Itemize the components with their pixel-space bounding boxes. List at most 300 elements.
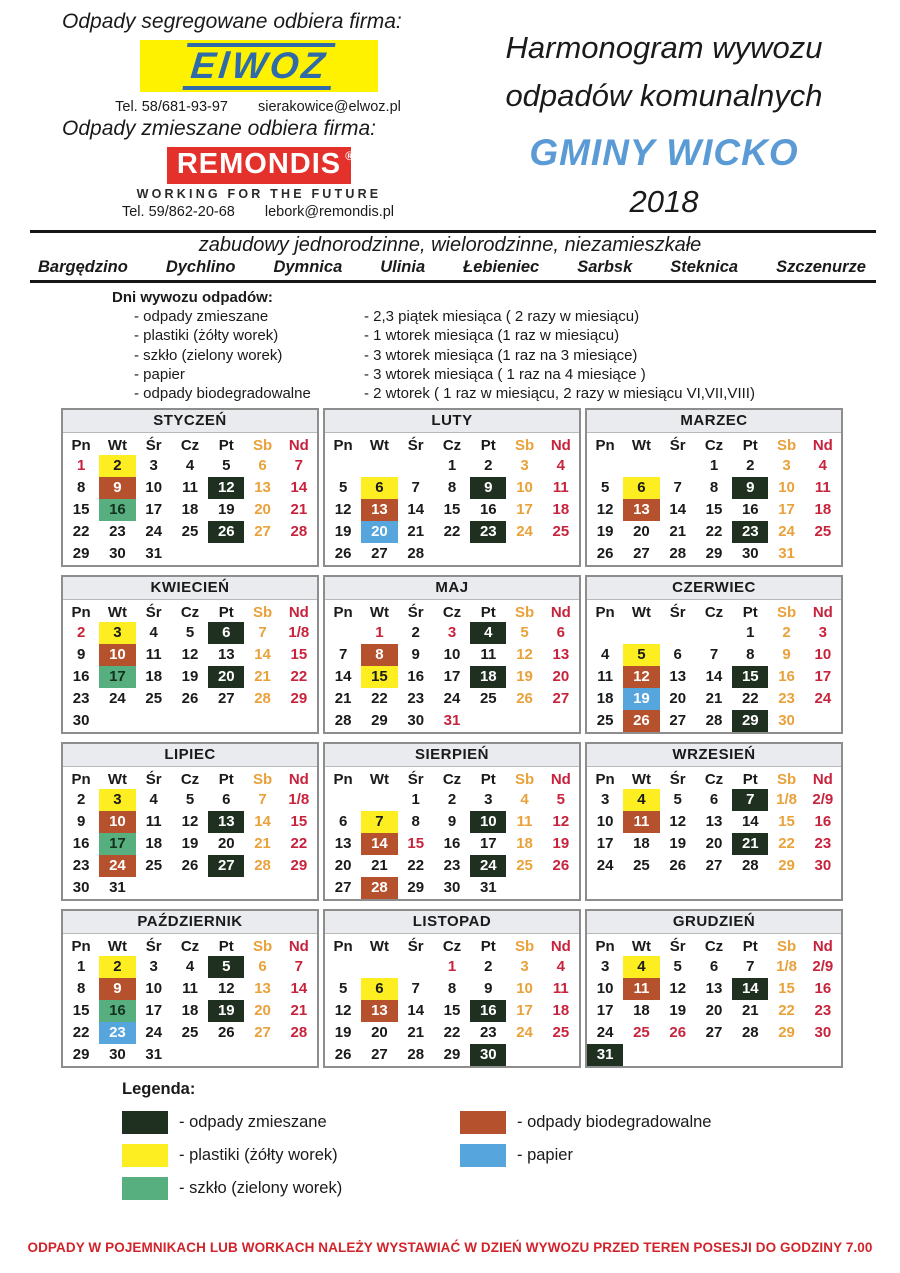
day-cell xyxy=(361,789,397,811)
day-cell: 2 xyxy=(76,624,86,642)
day-cell-pickup-mixed: 6 xyxy=(208,622,244,644)
day-cell xyxy=(281,1044,317,1066)
day-cell: 30 xyxy=(741,545,759,563)
day-cell: 23 xyxy=(109,523,126,541)
day-cell: 17 xyxy=(479,835,497,853)
day-cell xyxy=(470,543,506,565)
day-cell-pickup-biodegradable: 13 xyxy=(361,1000,397,1022)
day-cell xyxy=(768,1044,804,1066)
day-cell: 23 xyxy=(72,857,90,875)
day-cell: 2/9 xyxy=(812,791,834,809)
legend-item xyxy=(122,1177,460,1200)
week-row xyxy=(325,710,579,732)
day-cell xyxy=(587,622,623,644)
day-cell: 11 xyxy=(552,479,569,497)
day-cell: 17 xyxy=(145,1002,163,1020)
day-cell: 29 xyxy=(72,545,90,563)
remondis-tagline: WORKING FOR THE FUTURE xyxy=(136,187,382,201)
day-cell xyxy=(623,1044,659,1066)
day-cell: 30 xyxy=(814,857,832,875)
day-cell: 13 xyxy=(705,813,723,831)
weekday-label: Pn xyxy=(71,938,91,956)
weekday-label: Sb xyxy=(252,771,273,789)
weekday-label: Śr xyxy=(145,604,162,622)
day-cell-pickup-mixed: 15 xyxy=(732,666,768,688)
day-cell: 27 xyxy=(633,545,650,563)
weekday-label: Nd xyxy=(812,771,833,789)
legend-label: - papier xyxy=(517,1146,573,1165)
day-cell-pickup-biodegradable: 14 xyxy=(361,833,397,855)
remondis-contact xyxy=(62,201,454,222)
day-cell xyxy=(325,622,361,644)
day-cell: 2 xyxy=(746,457,755,475)
day-cell xyxy=(660,622,696,644)
day-cell: 27 xyxy=(371,1046,388,1064)
weekday-label: Nd xyxy=(812,938,833,956)
weekday-label: Nd xyxy=(288,771,309,789)
day-cell xyxy=(136,877,172,899)
day-cell-pickup-plastic: 7 xyxy=(361,811,397,833)
day-cell xyxy=(172,1044,208,1066)
waste-type-label: - szkło (zielony worek) xyxy=(134,346,283,364)
day-cell: 1/8 xyxy=(288,791,310,809)
week-row xyxy=(587,499,841,521)
day-cell: 31 xyxy=(778,545,795,563)
week-row xyxy=(325,811,579,833)
day-cell: 16 xyxy=(814,813,832,831)
day-cell: 5 xyxy=(556,791,566,809)
day-cell: 26 xyxy=(334,1046,352,1064)
legend-swatch-mixed xyxy=(122,1111,168,1134)
day-cell: 1/8 xyxy=(776,958,797,976)
day-cell: 7 xyxy=(258,791,267,809)
weekday-label: Cz xyxy=(442,938,462,956)
day-cell: 11 xyxy=(182,479,198,497)
legend-item xyxy=(460,1111,798,1134)
day-cell-pickup-biodegradable: 12 xyxy=(623,666,659,688)
day-cell: 19 xyxy=(669,1002,687,1020)
day-cell: 28 xyxy=(407,1046,425,1064)
day-cell: 10 xyxy=(516,479,533,497)
day-cell-pickup-mixed: 31 xyxy=(587,1044,623,1066)
day-cell: 14 xyxy=(705,668,723,686)
weekday-label: Pt xyxy=(742,604,758,622)
month-title: WRZESIEŃ xyxy=(587,744,841,767)
weekday-label: Wt xyxy=(107,938,127,956)
month-calendar xyxy=(585,575,843,734)
document-title-line2: odpadów komunalnych xyxy=(505,78,823,114)
day-cell: 7 xyxy=(294,958,304,976)
day-cell: 27 xyxy=(669,712,687,730)
week-row xyxy=(63,877,317,899)
day-cell xyxy=(805,877,841,899)
day-cell: 7 xyxy=(411,980,420,998)
day-cell: 10 xyxy=(443,646,461,664)
day-cell: 2 xyxy=(447,791,457,809)
day-cell-pickup-biodegradable: 24 xyxy=(99,855,135,877)
weekday-label: Pn xyxy=(595,938,615,956)
day-cell-pickup-mixed: 29 xyxy=(732,710,768,732)
day-cell: 10 xyxy=(814,646,832,664)
day-cell xyxy=(623,877,659,899)
day-cell xyxy=(99,710,135,732)
month-calendar xyxy=(61,575,319,734)
day-cell: 12 xyxy=(334,501,352,519)
day-cell: 16 xyxy=(72,835,90,853)
waste-frequency-label: - 3 wtorek miesiąca ( 1 raz na 4 miesiące ) xyxy=(364,365,646,383)
week-row xyxy=(325,1000,579,1022)
day-cell: 30 xyxy=(109,1046,126,1064)
legend-item xyxy=(122,1144,460,1167)
month-title: PAŹDZIERNIK xyxy=(63,911,317,934)
month-calendar xyxy=(323,742,581,901)
day-cell xyxy=(244,877,280,899)
day-cell: 3 xyxy=(818,624,828,642)
weekday-header-row xyxy=(325,934,579,956)
day-cell: 7 xyxy=(338,646,348,664)
legend-item xyxy=(122,1111,460,1134)
weekday-label: Cz xyxy=(442,771,462,789)
weekday-label: Pt xyxy=(742,938,758,956)
day-cell: 15 xyxy=(705,501,723,519)
day-cell: 4 xyxy=(556,958,566,976)
day-cell: 1 xyxy=(447,457,457,475)
weekday-label: Pn xyxy=(71,437,91,455)
day-cell: 6 xyxy=(673,646,682,664)
day-cell: 11 xyxy=(145,646,162,664)
week-row xyxy=(325,477,579,499)
day-cell: 1 xyxy=(375,624,384,642)
calendar-grid xyxy=(61,408,900,1068)
week-row xyxy=(587,666,841,688)
day-cell: 20 xyxy=(254,1002,271,1020)
week-row xyxy=(587,688,841,710)
day-cell: 21 xyxy=(371,857,388,875)
day-cell: 14 xyxy=(407,501,425,519)
day-cell: 7 xyxy=(411,479,420,497)
day-cell xyxy=(136,710,172,732)
weekday-label: Cz xyxy=(704,938,724,956)
waste-type-label: - plastiki (żółty worek) xyxy=(134,327,279,345)
month-title: LISTOPAD xyxy=(325,911,579,934)
day-cell-pickup-biodegradable: 8 xyxy=(361,644,397,666)
day-cell: 22 xyxy=(72,1024,90,1042)
day-cell: 22 xyxy=(705,523,723,541)
day-cell: 26 xyxy=(181,690,199,708)
day-cell xyxy=(434,543,470,565)
weekday-label: Cz xyxy=(180,437,200,455)
day-cell: 14 xyxy=(334,668,352,686)
town-name: Dymnica xyxy=(273,258,343,276)
day-cell: 1 xyxy=(76,958,86,976)
day-cell-pickup-glass: 16 xyxy=(99,1000,135,1022)
legend-title: Legenda: xyxy=(122,1080,196,1099)
weekday-label: Sb xyxy=(252,604,273,622)
header-left xyxy=(62,10,454,222)
day-cell: 4 xyxy=(185,958,195,976)
weekday-label: Wt xyxy=(369,771,389,789)
day-cell: 12 xyxy=(669,980,687,998)
day-cell: 26 xyxy=(596,545,614,563)
weekday-label: Śr xyxy=(669,604,686,622)
week-row xyxy=(63,833,317,855)
day-cell-pickup-biodegradable: 28 xyxy=(361,877,397,899)
day-cell: 17 xyxy=(596,835,614,853)
month-title: MARZEC xyxy=(587,410,841,433)
day-cell: 29 xyxy=(705,545,723,563)
weekday-label: Cz xyxy=(180,604,200,622)
day-cell: 20 xyxy=(669,690,687,708)
day-cell: 13 xyxy=(669,668,687,686)
remondis-email: lebork@remondis.pl xyxy=(264,204,395,220)
day-cell: 31 xyxy=(145,1046,163,1064)
day-cell: 8 xyxy=(447,980,457,998)
day-cell: 15 xyxy=(778,813,795,831)
day-cell xyxy=(696,877,732,899)
week-row xyxy=(325,877,579,899)
week-row xyxy=(325,499,579,521)
legend-item xyxy=(460,1144,798,1167)
day-cell: 17 xyxy=(814,668,832,686)
day-cell-pickup-plastic: 4 xyxy=(623,789,659,811)
day-cell: 20 xyxy=(552,668,570,686)
day-cell: 29 xyxy=(72,1046,90,1064)
day-cell-pickup-glass: 16 xyxy=(99,499,135,521)
day-cell: 22 xyxy=(778,1002,795,1020)
weekday-label: Śr xyxy=(669,938,686,956)
day-cell: 4 xyxy=(600,646,610,664)
mixed-waste-line: Odpady zmieszane odbiera firma: xyxy=(62,117,376,140)
day-cell: 30 xyxy=(72,879,90,897)
waste-type-label: - papier xyxy=(134,365,185,383)
day-cell: 30 xyxy=(443,879,461,897)
town-name: Szczenurze xyxy=(776,258,866,276)
legend-swatch-glass xyxy=(122,1177,168,1200)
week-row xyxy=(325,978,579,1000)
day-cell xyxy=(805,710,841,732)
week-row xyxy=(325,1044,579,1066)
day-cell-pickup-glass: 17 xyxy=(99,833,135,855)
day-cell: 27 xyxy=(552,690,570,708)
day-cell: 18 xyxy=(516,835,533,853)
day-cell: 20 xyxy=(217,835,235,853)
weekday-label: Nd xyxy=(550,771,571,789)
week-row xyxy=(587,1022,841,1044)
day-cell: 20 xyxy=(705,835,723,853)
day-cell-pickup-biodegradable: 11 xyxy=(623,811,659,833)
month-calendar xyxy=(585,742,843,901)
day-cell: 5 xyxy=(600,479,610,497)
town-name: Ulinia xyxy=(380,258,426,276)
day-cell xyxy=(244,1044,280,1066)
day-cell xyxy=(543,710,579,732)
day-cell: 26 xyxy=(516,690,533,708)
weekday-label: Pt xyxy=(218,938,234,956)
day-cell: 21 xyxy=(669,523,687,541)
day-cell: 25 xyxy=(633,1024,650,1042)
day-cell: 31 xyxy=(145,545,163,563)
day-cell xyxy=(506,710,542,732)
day-cell: 19 xyxy=(516,668,533,686)
day-cell xyxy=(660,877,696,899)
day-cell: 3 xyxy=(149,457,158,475)
day-cell: 10 xyxy=(145,980,163,998)
town-name: Sarbsk xyxy=(577,258,633,276)
day-cell: 10 xyxy=(145,479,163,497)
week-row xyxy=(325,833,579,855)
document-title-line1: Harmonogram wywozu xyxy=(505,30,823,65)
day-cell: 20 xyxy=(633,523,650,541)
day-cell: 5 xyxy=(222,457,231,475)
week-row xyxy=(587,521,841,543)
day-cell: 22 xyxy=(778,835,795,853)
day-cell xyxy=(623,455,659,477)
weekday-label: Sb xyxy=(252,938,273,956)
day-cell xyxy=(543,543,579,565)
weekday-header-row xyxy=(587,433,841,455)
day-cell: 18 xyxy=(596,690,614,708)
legend-swatch-biodegradable xyxy=(460,1111,506,1134)
weekday-label: Pn xyxy=(595,771,615,789)
weekday-label: Wt xyxy=(631,437,651,455)
day-cell: 5 xyxy=(185,624,195,642)
day-cell: 1 xyxy=(76,457,86,475)
pickup-days-info xyxy=(112,288,900,403)
waste-frequency-label: - 2,3 piątek miesiąca ( 2 razy w miesiącu) xyxy=(364,308,640,326)
day-cell: 19 xyxy=(334,523,352,541)
day-cell: 15 xyxy=(72,501,90,519)
day-cell: 26 xyxy=(181,857,199,875)
day-cell: 29 xyxy=(778,1024,795,1042)
week-row xyxy=(325,666,579,688)
day-cell: 28 xyxy=(407,545,425,563)
day-cell: 10 xyxy=(596,813,614,831)
town-name: Bargędzino xyxy=(38,258,128,276)
week-row xyxy=(63,455,317,477)
weekday-header-row xyxy=(587,934,841,956)
week-row xyxy=(587,622,841,644)
week-row xyxy=(63,543,317,565)
day-cell xyxy=(208,877,244,899)
day-cell-pickup-mixed: 30 xyxy=(470,1044,506,1066)
day-cell-pickup-paper: 23 xyxy=(99,1022,135,1044)
day-cell: 3 xyxy=(447,624,457,642)
day-cell xyxy=(696,1044,732,1066)
day-cell: 26 xyxy=(217,1024,235,1042)
day-cell-pickup-mixed: 10 xyxy=(470,811,506,833)
day-cell: 9 xyxy=(76,646,86,664)
weekday-header-row xyxy=(325,767,579,789)
town-name: Dychlino xyxy=(165,258,236,276)
day-cell: 24 xyxy=(596,857,614,875)
day-cell: 21 xyxy=(290,501,308,519)
day-cell: 20 xyxy=(371,1024,388,1042)
day-cell: 2 xyxy=(484,958,493,976)
weekday-label: Sb xyxy=(514,437,535,455)
day-cell: 25 xyxy=(181,523,199,541)
day-cell: 18 xyxy=(633,1002,650,1020)
month-calendar xyxy=(323,575,581,734)
weekday-header-row xyxy=(63,433,317,455)
day-cell: 11 xyxy=(814,479,831,497)
day-cell: 1 xyxy=(411,791,420,809)
day-cell: 7 xyxy=(709,646,719,664)
day-cell xyxy=(587,877,623,899)
weekday-label: Pn xyxy=(595,604,615,622)
day-cell: 19 xyxy=(669,835,687,853)
day-cell: 12 xyxy=(217,980,235,998)
day-cell xyxy=(506,877,542,899)
segregated-waste-line: Odpady segregowane odbiera firma: xyxy=(62,10,402,33)
week-row xyxy=(63,499,317,521)
day-cell: 7 xyxy=(294,457,304,475)
day-cell: 11 xyxy=(516,813,533,831)
day-cell: 9 xyxy=(411,646,420,664)
day-cell: 5 xyxy=(673,958,682,976)
day-cell: 21 xyxy=(407,1024,425,1042)
weekday-label: Śr xyxy=(407,437,424,455)
weekday-label: Pt xyxy=(480,604,496,622)
day-cell: 24 xyxy=(516,1024,533,1042)
day-cell: 22 xyxy=(741,690,759,708)
day-cell: 7 xyxy=(673,479,682,497)
day-cell: 28 xyxy=(290,523,308,541)
month-title: KWIECIEŃ xyxy=(63,577,317,600)
weekday-label: Cz xyxy=(704,437,724,455)
day-cell: 24 xyxy=(516,523,533,541)
month-title: STYCZEŃ xyxy=(63,410,317,433)
day-cell: 23 xyxy=(778,690,795,708)
day-cell: 25 xyxy=(552,523,570,541)
building-types-subtitle: zabudowy jednorodzinne, wielorodzinne, niezamieszkałe xyxy=(198,234,702,256)
weekday-label: Wt xyxy=(369,437,389,455)
weekday-label: Cz xyxy=(442,437,462,455)
day-cell xyxy=(543,877,579,899)
day-cell: 29 xyxy=(290,690,308,708)
day-cell: 6 xyxy=(709,791,719,809)
day-cell: 19 xyxy=(181,668,199,686)
day-cell xyxy=(325,956,361,978)
weekday-label: Sb xyxy=(776,437,797,455)
remondis-logo xyxy=(134,147,384,201)
day-cell-pickup-mixed: 16 xyxy=(470,1000,506,1022)
week-row xyxy=(587,543,841,565)
day-cell: 27 xyxy=(705,857,723,875)
day-cell: 21 xyxy=(741,1002,759,1020)
week-row xyxy=(63,811,317,833)
day-cell: 26 xyxy=(669,1024,687,1042)
weekday-label: Sb xyxy=(252,437,273,455)
month-title: CZERWIEC xyxy=(587,577,841,600)
day-cell: 14 xyxy=(669,501,687,519)
day-cell: 19 xyxy=(334,1024,352,1042)
weekday-header-row xyxy=(63,934,317,956)
weekday-label: Nd xyxy=(812,604,833,622)
day-cell xyxy=(543,1044,579,1066)
day-cell xyxy=(244,543,280,565)
day-cell: 6 xyxy=(222,791,231,809)
pickup-days-row xyxy=(112,307,900,326)
day-cell-pickup-plastic: 6 xyxy=(623,477,659,499)
day-cell: 25 xyxy=(633,857,650,875)
day-cell-pickup-mixed: 5 xyxy=(208,956,244,978)
week-row xyxy=(587,1000,841,1022)
weekday-label: Śr xyxy=(669,437,686,455)
day-cell xyxy=(361,956,397,978)
weekday-label: Cz xyxy=(704,771,724,789)
day-cell: 3 xyxy=(149,958,158,976)
day-cell: 13 xyxy=(254,980,271,998)
